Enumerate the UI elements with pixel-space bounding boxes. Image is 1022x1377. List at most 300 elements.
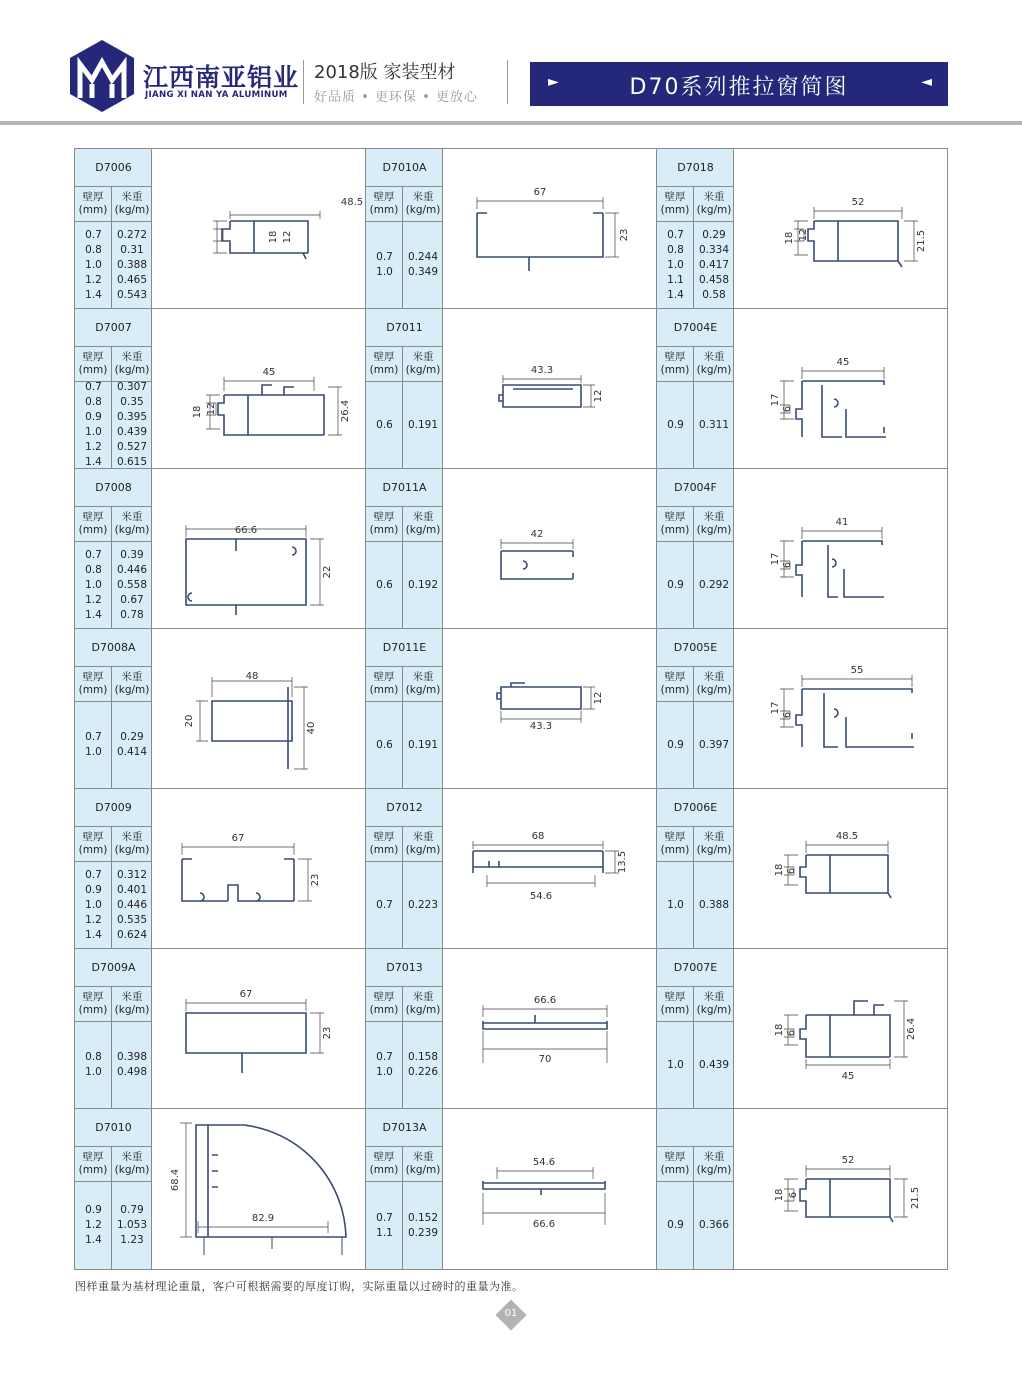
- profile-drawing: [443, 149, 657, 309]
- spec-row: [75, 1203, 152, 1218]
- dimension-label: 66.6: [234, 525, 258, 536]
- dimension-label: 70: [538, 1054, 552, 1065]
- spec-rows: [657, 862, 734, 948]
- profile-spec-table: [366, 149, 443, 308]
- weight-value: 0.226: [407, 1066, 439, 1078]
- thickness-value: 1.2: [85, 913, 102, 926]
- spec-row: [75, 730, 152, 745]
- spec-row: [657, 1218, 734, 1233]
- profile-drawing: [734, 469, 948, 629]
- profile-code: [657, 1109, 734, 1147]
- thickness-value: 1.2: [85, 1219, 102, 1231]
- spec-rows: [366, 382, 443, 468]
- dimension-label: 18: [784, 231, 795, 245]
- dimension-label: 6: [788, 1191, 799, 1199]
- profile-cross-section: [152, 949, 366, 1109]
- profile-drawing: [734, 1109, 948, 1269]
- spec-row: [657, 738, 734, 753]
- spec-row: [75, 455, 152, 470]
- spec-row: [657, 273, 734, 288]
- spec-row: [75, 898, 152, 913]
- profile-code: D7009A: [75, 949, 152, 987]
- weight-value: 0.312: [116, 868, 148, 881]
- spec-row: [75, 1050, 152, 1065]
- profile-spec-table: [657, 149, 734, 308]
- thickness-value: 0.6: [376, 738, 393, 751]
- dimension-label: 17: [770, 393, 781, 407]
- profile-spec-table: [75, 309, 152, 468]
- spec-rows: [75, 1022, 152, 1108]
- spec-row: [75, 288, 152, 303]
- profile-spec-table: [657, 789, 734, 948]
- profile-cell: [366, 949, 657, 1109]
- thickness-header: 壁厚 (mm): [657, 1147, 694, 1182]
- dimension-label: 67: [231, 833, 245, 844]
- spec-rows: [366, 862, 443, 948]
- profile-cell: [75, 1109, 366, 1269]
- thickness-value: 1.0: [85, 746, 102, 758]
- profile-spec-table: [75, 1109, 152, 1269]
- dimension-label: 6: [786, 867, 797, 875]
- spec-rows: [75, 1182, 152, 1269]
- dimension-label: 13.5: [617, 850, 628, 874]
- weight-value: 0.307: [116, 381, 148, 393]
- profile-cross-section: [152, 309, 366, 469]
- profile-drawing: [443, 1109, 657, 1269]
- spec-row: [366, 738, 443, 753]
- slogan: 好品质 • 更环保 • 更放心: [314, 90, 478, 105]
- spec-row: [75, 593, 152, 608]
- weight-value: 0.366: [698, 1219, 730, 1231]
- weight-value: 0.35: [120, 396, 144, 408]
- weight-value: 0.223: [407, 898, 439, 911]
- thickness-value: 1.0: [667, 258, 684, 271]
- thickness-header: 壁厚 (mm): [366, 827, 403, 862]
- spec-row: [75, 883, 152, 898]
- dimension-label: 26.4: [906, 1017, 917, 1041]
- profile-code: D7005E: [657, 629, 734, 667]
- header-divider: [303, 60, 304, 104]
- weight-value: 0.458: [698, 273, 730, 286]
- thickness-header: 壁厚 (mm): [366, 987, 403, 1022]
- thickness-header: 壁厚 (mm): [75, 187, 112, 222]
- dimension-label: 48: [245, 671, 259, 682]
- weight-value: 0.624: [116, 928, 148, 941]
- profile-code: D7013: [366, 949, 443, 987]
- weight-value: 0.417: [698, 258, 730, 271]
- dimension-label: 43.3: [530, 365, 554, 376]
- weight-header: 米重 (kg/m): [403, 827, 443, 862]
- thickness-header: 壁厚 (mm): [657, 667, 694, 702]
- profile-drawing: [152, 469, 366, 629]
- profile-code: D7004F: [657, 469, 734, 507]
- profile-drawing: [443, 309, 657, 469]
- profile-cross-section: [443, 949, 657, 1109]
- profile-cell: [657, 789, 947, 949]
- profile-cross-section: [734, 1109, 948, 1269]
- profile-cell: [366, 309, 657, 469]
- profile-spec-table: [366, 789, 443, 948]
- thickness-header: 壁厚 (mm): [657, 187, 694, 222]
- weight-value: 0.388: [116, 258, 148, 271]
- weight-header: 米重 (kg/m): [112, 827, 152, 862]
- dimension-label: 82.9: [251, 1213, 275, 1224]
- thickness-header: 壁厚 (mm): [366, 667, 403, 702]
- dimension-label: 66.6: [533, 995, 557, 1006]
- weight-header: 米重 (kg/m): [694, 667, 734, 702]
- spec-rows: [657, 382, 734, 468]
- page-header: [0, 0, 1022, 128]
- profile-cell: [366, 469, 657, 629]
- weight-value: 0.388: [698, 898, 730, 911]
- weight-value: 0.191: [407, 418, 439, 431]
- thickness-header: 壁厚 (mm): [657, 827, 694, 862]
- profile-spec-table: [366, 469, 443, 628]
- weight-header: 米重 (kg/m): [694, 347, 734, 382]
- thickness-value: 1.0: [85, 426, 102, 438]
- dimension-label: 18: [774, 1188, 785, 1202]
- profile-cross-section: [443, 469, 657, 629]
- spec-row: [75, 578, 152, 593]
- weight-value: 0.152: [407, 1211, 439, 1224]
- thickness-value: 0.7: [667, 228, 684, 241]
- weight-value: 0.239: [407, 1226, 439, 1239]
- profile-cross-section: [443, 629, 657, 789]
- profile-cell: [657, 629, 947, 789]
- dimension-label: 45: [841, 1071, 855, 1082]
- weight-value: 0.79: [120, 1204, 144, 1216]
- thickness-header: 壁厚 (mm): [75, 347, 112, 382]
- profile-code: D7004E: [657, 309, 734, 347]
- thickness-header: 壁厚 (mm): [366, 347, 403, 382]
- profile-cross-section: [152, 629, 366, 789]
- weight-value: 0.446: [116, 898, 148, 911]
- profile-drawing: [152, 149, 366, 309]
- dimension-label: 23: [619, 228, 630, 242]
- thickness-value: 1.4: [85, 608, 102, 621]
- weight-value: 0.439: [116, 426, 148, 438]
- weight-header: 米重 (kg/m): [112, 507, 152, 542]
- weight-value: 0.465: [116, 273, 148, 286]
- spec-row: [75, 228, 152, 243]
- profile-drawing: [152, 1109, 366, 1269]
- weight-value: 1.053: [116, 1219, 148, 1231]
- spec-row: [75, 395, 152, 410]
- spec-row: [75, 1065, 152, 1080]
- dimension-label: 68: [531, 831, 545, 842]
- spec-row: [75, 928, 152, 943]
- profile-cross-section: [443, 309, 657, 469]
- profile-code: D7013A: [366, 1109, 443, 1147]
- dimension-label: 6: [782, 405, 793, 413]
- weight-value: 0.395: [116, 411, 148, 423]
- profile-cell: [366, 789, 657, 949]
- weight-value: 0.349: [407, 266, 439, 278]
- spec-row: [75, 258, 152, 273]
- company-name-en: JIANG XI NAN YA ALUMINUM: [145, 90, 288, 100]
- profile-code: D7009: [75, 789, 152, 827]
- weight-value: 0.272: [116, 228, 148, 241]
- profile-spec-table: [657, 949, 734, 1108]
- weight-value: 0.439: [698, 1058, 730, 1071]
- thickness-value: 0.7: [376, 1211, 393, 1224]
- profile-cell: [366, 1109, 657, 1269]
- weight-header: 米重 (kg/m): [403, 347, 443, 382]
- thickness-value: 0.9: [85, 1204, 102, 1216]
- spec-row: [75, 548, 152, 563]
- weight-value: 0.191: [407, 738, 439, 751]
- spec-rows: [657, 222, 734, 308]
- profile-spec-table: [75, 789, 152, 948]
- thickness-value: 0.7: [85, 228, 102, 241]
- weight-header: 米重 (kg/m): [112, 187, 152, 222]
- dimension-label: 54.6: [532, 1157, 556, 1168]
- thickness-header: 壁厚 (mm): [366, 507, 403, 542]
- thickness-value: 1.0: [85, 258, 102, 271]
- thickness-value: 1.0: [667, 1058, 684, 1071]
- weight-header: 米重 (kg/m): [403, 987, 443, 1022]
- profile-cross-section: [734, 629, 948, 789]
- thickness-value: 0.7: [85, 868, 102, 881]
- profile-code: D7012: [366, 789, 443, 827]
- weight-header: 米重 (kg/m): [694, 1147, 734, 1182]
- thickness-value: 1.4: [667, 288, 684, 301]
- spec-rows: [366, 542, 443, 628]
- page-number: 01: [504, 1308, 518, 1319]
- spec-row: [366, 265, 443, 280]
- thickness-value: 0.6: [376, 418, 393, 431]
- profile-drawing: [443, 949, 657, 1109]
- weight-value: 0.414: [116, 746, 148, 758]
- weight-value: 0.527: [116, 441, 148, 453]
- spec-row: [366, 578, 443, 593]
- thickness-header: 壁厚 (mm): [75, 1147, 112, 1182]
- profile-drawing: [152, 629, 366, 789]
- weight-value: 0.397: [698, 738, 730, 751]
- profile-code: D7008: [75, 469, 152, 507]
- weight-value: 0.29: [702, 228, 726, 241]
- spec-row: [366, 898, 443, 913]
- weight-value: 0.535: [116, 913, 148, 926]
- weight-value: 0.39: [120, 548, 144, 561]
- spec-row: [75, 410, 152, 425]
- spec-row: [366, 418, 443, 433]
- weight-header: 米重 (kg/m): [403, 1147, 443, 1182]
- thickness-value: 0.7: [85, 381, 102, 393]
- profile-drawing: [152, 789, 366, 949]
- spec-row: [657, 258, 734, 273]
- dimension-label: 23: [310, 873, 321, 887]
- thickness-value: 1.0: [376, 266, 393, 278]
- thickness-value: 0.7: [376, 898, 393, 911]
- dimension-label: 22: [322, 565, 333, 579]
- header-divider: [507, 60, 508, 104]
- thickness-value: 0.6: [376, 578, 393, 591]
- spec-rows: [366, 702, 443, 788]
- edition-label: 2018版 家装型材: [314, 62, 456, 83]
- weight-value: 0.311: [698, 418, 730, 431]
- dimension-label: 12: [593, 691, 604, 705]
- thickness-header: 壁厚 (mm): [75, 667, 112, 702]
- profile-cross-section: [443, 149, 657, 309]
- page-title: D70系列推拉窗简图: [629, 75, 849, 100]
- weight-value: 0.158: [407, 1051, 439, 1063]
- spec-rows: [366, 222, 443, 308]
- weight-value: 0.558: [116, 578, 148, 591]
- profile-cell: [366, 149, 657, 309]
- profile-cell: [75, 949, 366, 1109]
- dimension-label: 55: [850, 665, 864, 676]
- profile-spec-table: [657, 309, 734, 468]
- company-logo-icon: [70, 40, 134, 112]
- arrow-left-icon: ◄: [921, 74, 932, 90]
- thickness-value: 1.1: [376, 1226, 393, 1239]
- thickness-value: 0.9: [667, 578, 684, 591]
- profile-grid: [74, 148, 948, 1270]
- page-number-badge: [496, 1300, 526, 1330]
- profile-cell: [75, 629, 366, 789]
- spec-rows: [366, 1182, 443, 1269]
- profile-spec-table: [75, 949, 152, 1108]
- thickness-header: 壁厚 (mm): [75, 987, 112, 1022]
- thickness-value: 1.0: [85, 898, 102, 911]
- footnote: 图样重量为基材理论重量，客户可根据需要的厚度订购，实际重量以过磅时的重量为准。: [75, 1280, 524, 1293]
- profile-code: D7011E: [366, 629, 443, 667]
- thickness-value: 0.7: [376, 251, 393, 263]
- dimension-label: 12: [798, 228, 809, 242]
- thickness-header: 壁厚 (mm): [75, 827, 112, 862]
- thickness-header: 壁厚 (mm): [366, 1147, 403, 1182]
- spec-row: [75, 913, 152, 928]
- profile-spec-table: [366, 949, 443, 1108]
- header-rule: [0, 121, 1022, 125]
- thickness-value: 1.4: [85, 456, 102, 468]
- profile-code: D7018: [657, 149, 734, 187]
- thickness-value: 0.7: [85, 731, 102, 743]
- spec-rows: [75, 702, 152, 788]
- dimension-label: 6: [786, 1029, 797, 1037]
- dimension-label: 6: [782, 711, 793, 719]
- profile-drawing: [152, 949, 366, 1109]
- spec-row: [366, 1050, 443, 1065]
- spec-rows: [75, 542, 152, 628]
- spec-rows: [657, 1022, 734, 1108]
- profile-code: D7006E: [657, 789, 734, 827]
- weight-value: 0.31: [120, 243, 144, 256]
- dimension-label: 67: [239, 989, 253, 1000]
- spec-row: [657, 228, 734, 243]
- thickness-value: 1.0: [85, 578, 102, 591]
- spec-row: [366, 1065, 443, 1080]
- dimension-label: 21.5: [916, 229, 927, 253]
- spec-row: [657, 578, 734, 593]
- weight-value: 0.78: [120, 608, 144, 621]
- spec-row: [75, 440, 152, 455]
- profile-spec-table: [75, 149, 152, 308]
- dimension-label: 45: [836, 357, 850, 368]
- weight-header: 米重 (kg/m): [694, 827, 734, 862]
- weight-value: 0.67: [120, 593, 144, 606]
- profile-cross-section: [734, 469, 948, 629]
- profile-cross-section: [734, 949, 948, 1109]
- weight-header: 米重 (kg/m): [112, 1147, 152, 1182]
- spec-rows: [75, 862, 152, 948]
- thickness-value: 1.0: [376, 1066, 393, 1078]
- spec-row: [75, 563, 152, 578]
- thickness-value: 0.9: [667, 418, 684, 431]
- spec-rows: [366, 1022, 443, 1108]
- dimension-label: 17: [770, 552, 781, 566]
- dimension-label: 48.5: [340, 197, 364, 208]
- thickness-value: 0.9: [667, 1219, 684, 1231]
- weight-value: 0.615: [116, 456, 148, 468]
- weight-header: 米重 (kg/m): [403, 507, 443, 542]
- thickness-value: 1.2: [85, 273, 102, 286]
- thickness-value: 1.4: [85, 928, 102, 941]
- spec-row: [75, 745, 152, 760]
- weight-header: 米重 (kg/m): [694, 187, 734, 222]
- profile-cross-section: [443, 1109, 657, 1269]
- profile-code: D7010: [75, 1109, 152, 1147]
- dimension-label: 52: [851, 197, 865, 208]
- profile-cell: [75, 469, 366, 629]
- profile-cell: [657, 149, 947, 309]
- profile-spec-table: [75, 629, 152, 788]
- thickness-value: 0.9: [85, 411, 102, 423]
- thickness-value: 1.2: [85, 441, 102, 453]
- weight-header: 米重 (kg/m): [112, 987, 152, 1022]
- profile-cell: [657, 469, 947, 629]
- weight-value: 0.446: [116, 563, 148, 576]
- spec-row: [75, 1233, 152, 1248]
- profile-drawing: [734, 789, 948, 949]
- thickness-value: 1.4: [85, 1234, 102, 1246]
- spec-row: [75, 273, 152, 288]
- spec-row: [75, 608, 152, 623]
- weight-value: 0.29: [120, 731, 144, 743]
- dimension-label: 18: [268, 230, 279, 244]
- profile-cell: [75, 309, 366, 469]
- profile-spec-table: [366, 309, 443, 468]
- spec-row: [366, 1211, 443, 1226]
- profile-drawing: [734, 949, 948, 1109]
- profile-code: D7007E: [657, 949, 734, 987]
- spec-row: [75, 380, 152, 395]
- weight-value: 0.58: [702, 288, 726, 301]
- dimension-label: 18: [192, 405, 203, 419]
- weight-header: 米重 (kg/m): [112, 347, 152, 382]
- spec-row: [366, 250, 443, 265]
- spec-row: [75, 868, 152, 883]
- thickness-header: 壁厚 (mm): [75, 507, 112, 542]
- profile-code: D7007: [75, 309, 152, 347]
- spec-row: [657, 898, 734, 913]
- spec-row: [657, 243, 734, 258]
- profile-code: D7006: [75, 149, 152, 187]
- weight-header: 米重 (kg/m): [694, 507, 734, 542]
- dimension-label: 18: [774, 1023, 785, 1037]
- thickness-value: 1.2: [85, 593, 102, 606]
- spec-rows: [75, 382, 152, 468]
- weight-header: 米重 (kg/m): [694, 987, 734, 1022]
- profile-drawing: [443, 629, 657, 789]
- thickness-value: 1.0: [85, 1066, 102, 1078]
- profile-code: D7011A: [366, 469, 443, 507]
- dimension-label: 6: [782, 561, 793, 569]
- dimension-label: 17: [770, 701, 781, 715]
- profile-spec-table: [657, 629, 734, 788]
- thickness-value: 0.9: [85, 883, 102, 896]
